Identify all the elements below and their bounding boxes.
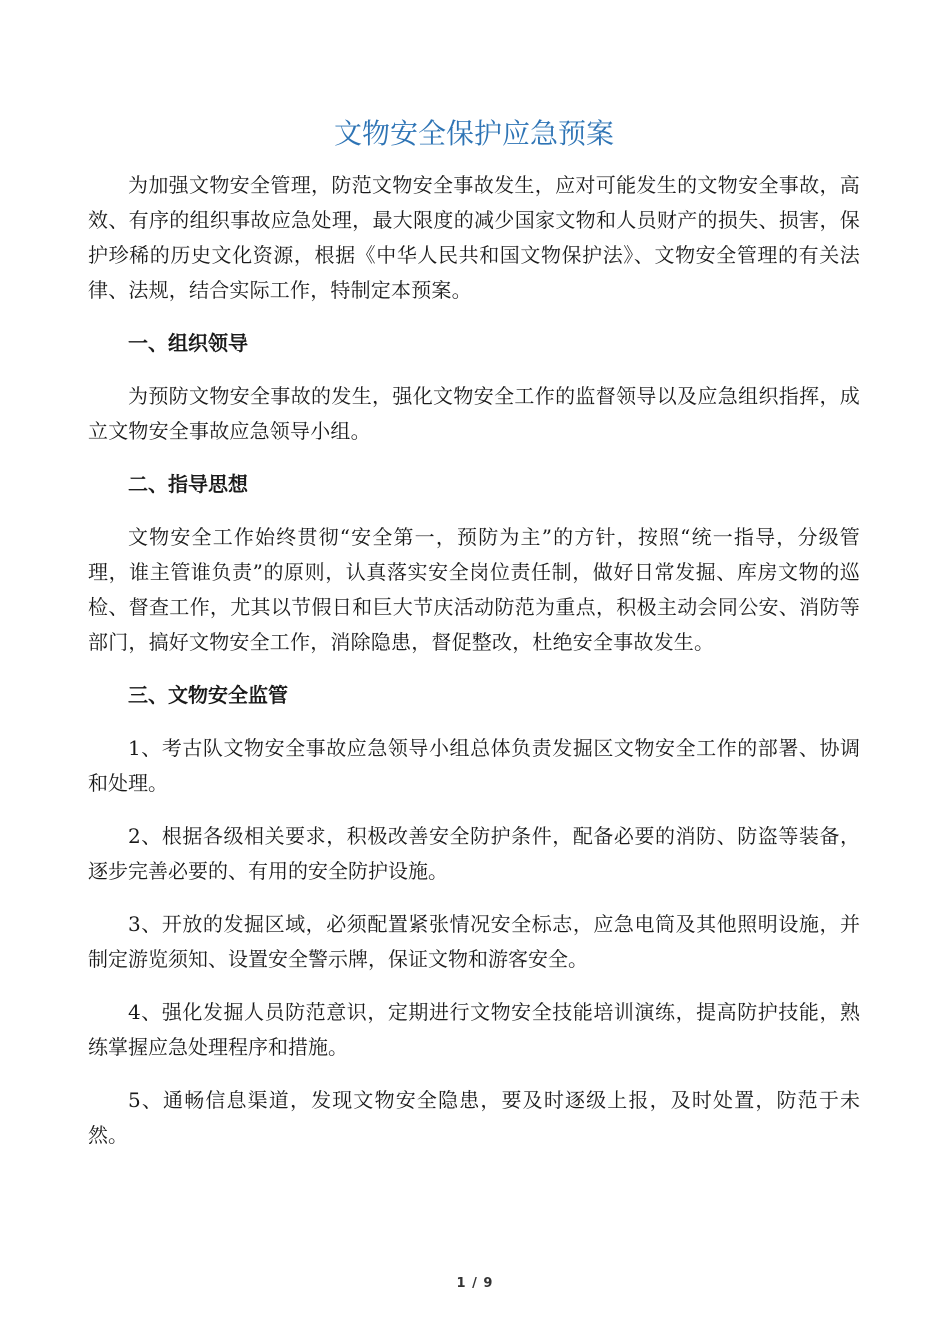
page-number: 1 / 9 — [456, 1276, 494, 1291]
section-heading-supervision: 三、文物安全监管 — [128, 683, 288, 707]
document-content — [88, 112, 860, 1171]
list-item: 5、通畅信息渠道，发现文物安全隐患，要及时逐级上报，及时处置，防范于未然。 — [88, 1088, 860, 1147]
section-heading-organization: 一、组织领导 — [128, 331, 248, 355]
section-heading-guiding-principle: 二、指导思想 — [128, 472, 248, 496]
list-item: 3、开放的发掘区域，必须配置紧张情况安全标志，应急电筒及其他照明设施，并制定游览须知、设置安全警示牌，保证文物和游客安全。 — [88, 912, 860, 971]
section-body-guiding-principle: 文物安全工作始终贯彻“安全第一，预防为主”的方针，按照“统一指导，分级管理，谁主管谁负责”的原则，认真落实安全岗位责任制，做好日常发掘、库房文物的巡检、督查工作，尤其以节假日和巨大节庆活动防范为重点，积极主动会同公安、消防等部门，搞好文物安全工作，消除隐患，督促整改，杜绝安全事故发生。 — [88, 525, 860, 654]
list-item: 4、强化发掘人员防范意识，定期进行文物安全技能培训演练，提高防护技能，熟练掌握应急处理程序和措施。 — [88, 1000, 860, 1059]
list-item: 1、考古队文物安全事故应急领导小组总体负责发掘区文物安全工作的部署、协调和处理。 — [88, 736, 860, 795]
list-item: 2、根据各级相关要求，积极改善安全防护条件，配备必要的消防、防盗等装备，逐步完善必要的、有用的安全防护设施。 — [88, 824, 860, 883]
intro-paragraph: 为加强文物安全管理，防范文物安全事故发生，应对可能发生的文物安全事故，高效、有序的组织事故应急处理，最大限度的减少国家文物和人员财产的损失、损害，保护珍稀的历史文化资源，根据《中华人民共和国文物保护法》、文物安全管理的有关法律、法规，结合实际工作，特制定本预案。 — [88, 173, 860, 302]
section-body-organization: 为预防文物安全事故的发生，强化文物安全工作的监督领导以及应急组织指挥，成立文物安全事故应急领导小组。 — [88, 384, 860, 443]
document-title: 文物安全保护应急预案 — [333, 117, 614, 150]
